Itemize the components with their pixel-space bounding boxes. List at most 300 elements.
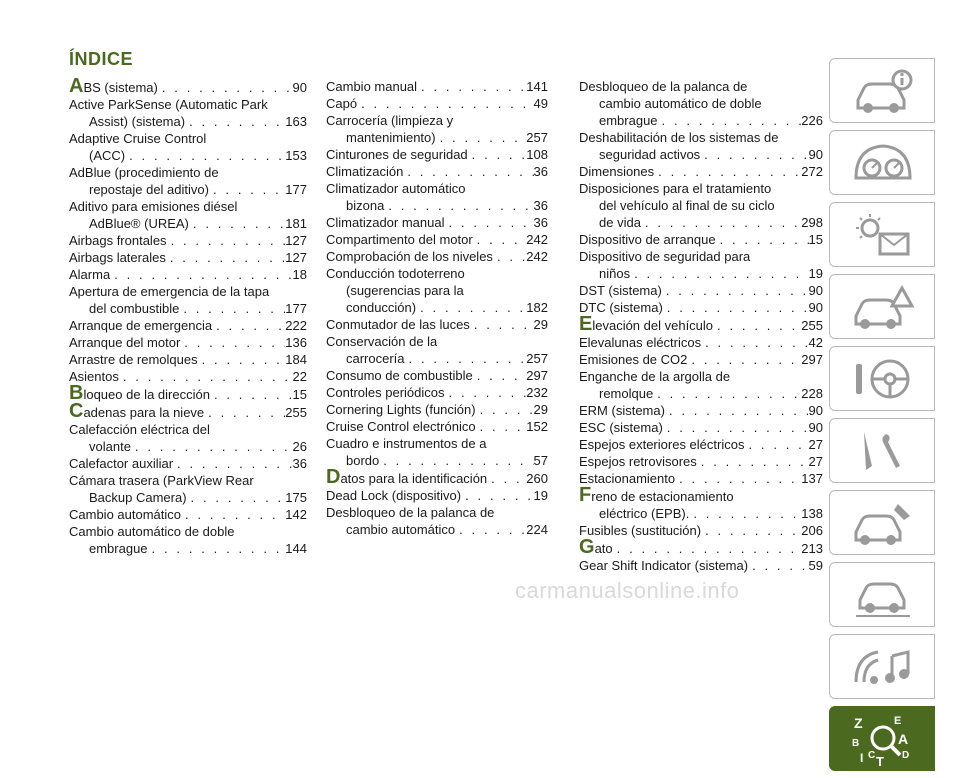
page-number: 90 bbox=[808, 403, 823, 418]
index-entry[interactable] bbox=[326, 384, 548, 401]
page-number: 42 bbox=[808, 335, 823, 350]
dot-leader bbox=[658, 112, 802, 129]
dot-leader bbox=[357, 95, 533, 112]
index-entry[interactable] bbox=[326, 299, 548, 316]
index-entry-line: Aditivo para emisiones diésel bbox=[69, 199, 238, 214]
index-entry-line: Carrocería (limpieza y bbox=[326, 113, 454, 128]
page-number: 177 bbox=[285, 182, 307, 197]
entry-text: Cambio manual bbox=[326, 79, 418, 94]
index-entry[interactable] bbox=[69, 382, 307, 404]
index-entry[interactable] bbox=[69, 249, 307, 266]
entry-text: Asientos bbox=[69, 369, 119, 384]
index-entry[interactable] bbox=[69, 351, 307, 368]
dot-leader bbox=[436, 129, 527, 146]
entry-term bbox=[89, 147, 125, 164]
entry-text: adenas para la nieve bbox=[83, 405, 205, 420]
entry-text: ERM (sistema) bbox=[579, 403, 665, 418]
page-number: 184 bbox=[285, 352, 307, 367]
page-number: 90 bbox=[292, 80, 307, 95]
index-entry[interactable] bbox=[69, 400, 307, 422]
section-letter: B bbox=[69, 382, 84, 404]
dot-leader bbox=[689, 505, 801, 522]
entry-text: Elevalunas eléctricos bbox=[579, 335, 702, 350]
entry-text: mantenimiento) bbox=[346, 130, 436, 145]
entry-text: del combustible bbox=[89, 301, 180, 316]
tab-emergency-tools[interactable] bbox=[829, 418, 935, 483]
index-entry[interactable] bbox=[579, 484, 823, 506]
entry-text: Cambio automático bbox=[69, 507, 181, 522]
index-entry[interactable] bbox=[69, 506, 307, 523]
entry-term bbox=[326, 401, 476, 418]
index-entry[interactable] bbox=[326, 401, 548, 418]
page-number: 27 bbox=[808, 437, 823, 452]
tab-steering[interactable] bbox=[829, 346, 935, 411]
dot-leader bbox=[487, 470, 526, 487]
dot-leader bbox=[187, 489, 286, 506]
entry-term bbox=[579, 484, 734, 506]
index-entry[interactable] bbox=[69, 266, 307, 283]
entry-term bbox=[89, 181, 209, 198]
index-entry[interactable] bbox=[326, 78, 548, 95]
dot-leader bbox=[379, 452, 533, 469]
dot-leader bbox=[180, 334, 285, 351]
entry-term bbox=[326, 248, 493, 265]
dot-leader bbox=[461, 487, 533, 504]
dot-leader bbox=[641, 214, 801, 231]
page-number: 29 bbox=[533, 402, 548, 417]
index-letter: T bbox=[876, 754, 884, 766]
index-entry[interactable] bbox=[579, 536, 823, 558]
index-entry[interactable] bbox=[579, 282, 823, 299]
entry-text: reno de estacionamiento bbox=[591, 489, 734, 504]
entry-term bbox=[579, 419, 663, 436]
entry-text: Comprobación de los niveles bbox=[326, 249, 493, 264]
entry-text: niños bbox=[599, 266, 631, 281]
entry-term bbox=[346, 452, 379, 469]
entry-text: carrocería bbox=[346, 351, 405, 366]
index-entry[interactable] bbox=[326, 418, 548, 435]
page-number: 182 bbox=[526, 300, 548, 315]
index-entry-line: Dispositivo de seguridad para bbox=[579, 249, 751, 264]
page-number: 59 bbox=[808, 558, 823, 573]
entry-text: Capó bbox=[326, 96, 358, 111]
index-entry-line: Desbloqueo de la palanca de bbox=[326, 505, 495, 520]
entry-text: repostaje del aditivo) bbox=[89, 182, 209, 197]
index-entry[interactable] bbox=[579, 334, 823, 351]
entry-term bbox=[579, 470, 675, 487]
index-entry-line: AdBlue (procedimiento de bbox=[69, 165, 219, 180]
entry-text: BS (sistema) bbox=[83, 80, 158, 95]
entry-text: (ACC) bbox=[89, 148, 126, 163]
entry-term bbox=[89, 300, 179, 317]
index-entry[interactable] bbox=[326, 367, 548, 384]
page-number: 18 bbox=[292, 267, 307, 282]
tab-dashboard[interactable] bbox=[829, 130, 935, 195]
entry-term bbox=[599, 112, 658, 129]
index-entry[interactable] bbox=[326, 452, 548, 469]
index-entry-line: Desbloqueo de la palanca de bbox=[579, 79, 748, 94]
entry-term bbox=[599, 146, 700, 163]
index-entry[interactable] bbox=[579, 112, 823, 129]
entry-term bbox=[579, 557, 748, 574]
dot-leader bbox=[110, 266, 292, 283]
emergency-tools-icon bbox=[850, 426, 916, 476]
entry-text: Assist) (sistema) bbox=[89, 114, 186, 129]
dot-leader bbox=[212, 317, 285, 334]
dot-leader bbox=[662, 282, 809, 299]
dot-leader bbox=[405, 350, 527, 367]
page-number: 36 bbox=[533, 215, 548, 230]
index-entry[interactable] bbox=[579, 402, 823, 419]
entry-text: Espejos retrovisores bbox=[579, 454, 697, 469]
index-entry[interactable] bbox=[579, 557, 823, 574]
entry-term bbox=[599, 214, 641, 231]
entry-term bbox=[69, 382, 210, 404]
index-entry[interactable] bbox=[579, 470, 823, 487]
dot-leader bbox=[675, 470, 801, 487]
page-number: 175 bbox=[285, 490, 307, 505]
entry-term bbox=[579, 163, 654, 180]
index-entry[interactable] bbox=[579, 163, 823, 180]
dot-leader bbox=[473, 367, 527, 384]
index-entry[interactable] bbox=[579, 453, 823, 470]
entry-term bbox=[69, 317, 212, 334]
tab-car-warning[interactable] bbox=[829, 274, 935, 339]
index-entry-line: Cámara trasera (ParkView Rear bbox=[69, 473, 254, 488]
page-number: 163 bbox=[285, 114, 307, 129]
dot-leader bbox=[384, 197, 533, 214]
entry-term bbox=[579, 522, 701, 539]
section-letter: F bbox=[579, 484, 592, 506]
index-entry[interactable] bbox=[326, 214, 548, 231]
index-entry[interactable] bbox=[579, 385, 823, 402]
page-number: 15 bbox=[292, 387, 307, 402]
entry-term bbox=[89, 438, 131, 455]
dot-leader bbox=[209, 181, 285, 198]
page-number: 108 bbox=[526, 147, 548, 162]
chapter-tabs bbox=[829, 58, 937, 778]
tab-multimedia[interactable] bbox=[829, 634, 935, 699]
index-entry-line: (sugerencias para la bbox=[346, 283, 464, 298]
page-number: 255 bbox=[285, 405, 307, 420]
entry-term bbox=[69, 506, 181, 523]
entry-term bbox=[69, 232, 167, 249]
page-number: 257 bbox=[526, 351, 548, 366]
index-entry[interactable] bbox=[69, 438, 307, 455]
index-entry[interactable] bbox=[69, 75, 307, 97]
page-number: 222 bbox=[285, 318, 307, 333]
page-number: 152 bbox=[526, 419, 548, 434]
entry-term bbox=[579, 334, 701, 351]
index-entry[interactable] bbox=[579, 419, 823, 436]
page-number: 224 bbox=[526, 522, 548, 537]
dot-leader bbox=[630, 265, 808, 282]
entry-term bbox=[89, 540, 148, 557]
dot-leader bbox=[470, 316, 534, 333]
entry-text: Climatizador manual bbox=[326, 215, 445, 230]
page-number: 138 bbox=[801, 506, 823, 521]
dot-leader bbox=[204, 404, 285, 421]
index-entry[interactable] bbox=[326, 466, 548, 488]
dot-leader bbox=[663, 299, 809, 316]
page-number: 144 bbox=[285, 541, 307, 556]
index-entry[interactable] bbox=[326, 350, 548, 367]
index-letter: I bbox=[860, 751, 864, 765]
entry-text: Emisiones de CO2 bbox=[579, 352, 688, 367]
entry-text: Dispositivo de arranque bbox=[579, 232, 716, 247]
index-entry[interactable] bbox=[326, 487, 548, 504]
dot-leader bbox=[119, 368, 293, 385]
dot-leader bbox=[713, 317, 801, 334]
index-entry[interactable] bbox=[579, 231, 823, 248]
dot-leader bbox=[653, 385, 801, 402]
tab-car-specs[interactable] bbox=[829, 562, 935, 627]
dot-leader bbox=[613, 540, 802, 557]
tab-alphabetical-index[interactable] bbox=[829, 706, 935, 771]
page-number: 228 bbox=[801, 386, 823, 401]
index-entry[interactable] bbox=[579, 214, 823, 231]
index-entry[interactable] bbox=[326, 231, 548, 248]
entry-term bbox=[69, 455, 173, 472]
entry-term bbox=[69, 351, 198, 368]
entry-term bbox=[89, 215, 189, 232]
entry-text: Arranque de emergencia bbox=[69, 318, 213, 333]
page-number: 298 bbox=[801, 215, 823, 230]
entry-term bbox=[326, 487, 461, 504]
entry-term bbox=[326, 316, 470, 333]
entry-term bbox=[326, 418, 476, 435]
index-entry[interactable] bbox=[69, 334, 307, 351]
entry-term bbox=[326, 214, 445, 231]
entry-term bbox=[69, 249, 166, 266]
entry-text: DST (sistema) bbox=[579, 283, 662, 298]
car-info-icon bbox=[850, 66, 916, 116]
tab-car-light-mail[interactable] bbox=[829, 202, 935, 267]
page-title: ÍNDICE bbox=[69, 49, 134, 69]
dot-leader bbox=[189, 215, 285, 232]
entry-term bbox=[326, 384, 445, 401]
index-entry[interactable] bbox=[69, 113, 307, 130]
page-number: 255 bbox=[801, 318, 823, 333]
index-entry[interactable] bbox=[326, 197, 548, 214]
entry-text: remolque bbox=[599, 386, 654, 401]
entry-text: Conmutador de las luces bbox=[326, 317, 470, 332]
page-number: 26 bbox=[292, 439, 307, 454]
entry-term bbox=[579, 402, 665, 419]
dot-leader bbox=[700, 146, 808, 163]
entry-text: de vida bbox=[599, 215, 641, 230]
entry-text: levación del vehículo bbox=[592, 318, 714, 333]
dot-leader bbox=[455, 521, 526, 538]
entry-text: ESC (sistema) bbox=[579, 420, 663, 435]
entry-text: Arranque del motor bbox=[69, 335, 181, 350]
index-column-1 bbox=[69, 75, 307, 557]
page-number: 297 bbox=[801, 352, 823, 367]
dot-leader bbox=[687, 351, 801, 368]
entry-term bbox=[346, 197, 384, 214]
entry-text: Cornering Lights (función) bbox=[326, 402, 476, 417]
page-number: 27 bbox=[808, 454, 823, 469]
page-number: 153 bbox=[285, 148, 307, 163]
page-number: 19 bbox=[533, 488, 548, 503]
index-entry[interactable] bbox=[69, 368, 307, 385]
index-entry[interactable] bbox=[326, 146, 548, 163]
dot-leader bbox=[663, 419, 809, 436]
dot-leader bbox=[716, 231, 809, 248]
page-number: 22 bbox=[292, 369, 307, 384]
entry-text: eléctrico (EPB). bbox=[599, 506, 690, 521]
dot-leader bbox=[493, 248, 526, 265]
entry-term bbox=[579, 536, 613, 558]
dot-leader bbox=[697, 453, 809, 470]
page-number: 127 bbox=[285, 233, 307, 248]
entry-text: Climatización bbox=[326, 164, 404, 179]
entry-text: Dimensiones bbox=[579, 164, 655, 179]
steering-wheel-icon bbox=[850, 354, 916, 404]
index-entry-line: Calefacción eléctrica del bbox=[69, 422, 210, 437]
index-entry-line: cambio automático de doble bbox=[599, 96, 762, 111]
page-number: 29 bbox=[533, 317, 548, 332]
index-letter: Z bbox=[854, 715, 863, 731]
index-letter: D bbox=[902, 750, 910, 761]
index-entry[interactable] bbox=[69, 215, 307, 232]
index-entry[interactable] bbox=[579, 313, 823, 335]
page-number: 15 bbox=[808, 232, 823, 247]
index-entry[interactable] bbox=[579, 265, 823, 282]
page-number: 232 bbox=[526, 385, 548, 400]
page-number: 36 bbox=[292, 456, 307, 471]
index-entry[interactable] bbox=[69, 317, 307, 334]
index-letter: A bbox=[898, 731, 909, 747]
entry-term bbox=[346, 129, 436, 146]
entry-text: cambio automático bbox=[346, 522, 456, 537]
index-entry[interactable] bbox=[69, 455, 307, 472]
index-entry[interactable] bbox=[326, 316, 548, 333]
entry-term bbox=[326, 163, 403, 180]
entry-term bbox=[69, 266, 110, 283]
dot-leader bbox=[181, 506, 285, 523]
index-entry[interactable] bbox=[69, 300, 307, 317]
index-entry[interactable] bbox=[326, 521, 548, 538]
dot-leader bbox=[654, 163, 801, 180]
page-number: 141 bbox=[526, 79, 548, 94]
index-entry[interactable] bbox=[326, 248, 548, 265]
car-specs-icon bbox=[850, 570, 916, 620]
entry-term bbox=[326, 231, 473, 248]
dot-leader bbox=[185, 113, 285, 130]
entry-text: Gear Shift Indicator (sistema) bbox=[579, 558, 749, 573]
index-entry[interactable] bbox=[579, 299, 823, 316]
index-entry-line: Deshabilitación de los sistemas de bbox=[579, 130, 779, 145]
dot-leader bbox=[417, 78, 526, 95]
section-letter: D bbox=[326, 466, 341, 488]
index-entry-line: Cambio automático de doble bbox=[69, 524, 235, 539]
page-number: 242 bbox=[526, 232, 548, 247]
entry-text: Controles periódicos bbox=[326, 385, 445, 400]
entry-text: Dead Lock (dispositivo) bbox=[326, 488, 462, 503]
entry-text: bizona bbox=[346, 198, 385, 213]
car-maintenance-icon bbox=[850, 498, 916, 548]
entry-text: embrague bbox=[89, 541, 148, 556]
entry-term bbox=[346, 299, 416, 316]
page-number: 260 bbox=[526, 471, 548, 486]
page-number: 36 bbox=[533, 198, 548, 213]
entry-text: Airbags laterales bbox=[69, 250, 166, 265]
entry-term bbox=[89, 113, 185, 130]
entry-term bbox=[579, 313, 714, 335]
entry-term bbox=[69, 400, 205, 422]
index-entry[interactable] bbox=[69, 147, 307, 164]
page-number: 226 bbox=[801, 113, 823, 128]
entry-text: Cinturones de seguridad bbox=[326, 147, 468, 162]
page-number: 206 bbox=[801, 523, 823, 538]
index-entry[interactable] bbox=[579, 522, 823, 539]
page-number: 242 bbox=[526, 249, 548, 264]
index-entry[interactable] bbox=[69, 489, 307, 506]
tab-car-maintenance[interactable] bbox=[829, 490, 935, 555]
page-number: 49 bbox=[533, 96, 548, 111]
entry-term bbox=[579, 453, 697, 470]
alphabetical-index-icon bbox=[850, 714, 916, 766]
index-entry[interactable] bbox=[326, 163, 548, 180]
index-entry[interactable] bbox=[579, 351, 823, 368]
page-number: 36 bbox=[533, 164, 548, 179]
section-letter: E bbox=[579, 313, 593, 335]
index-letter: B bbox=[852, 738, 860, 749]
car-light-mail-icon bbox=[850, 210, 916, 260]
dot-leader bbox=[210, 386, 293, 403]
entry-text: seguridad activos bbox=[599, 147, 701, 162]
index-entry[interactable] bbox=[579, 146, 823, 163]
index-entry[interactable] bbox=[579, 436, 823, 453]
index-entry[interactable] bbox=[579, 505, 823, 522]
entry-text: Estacionamiento bbox=[579, 471, 676, 486]
entry-text: atos para la identificación bbox=[340, 471, 488, 486]
multimedia-icon bbox=[850, 642, 916, 692]
page-number: 257 bbox=[526, 130, 548, 145]
entry-term bbox=[346, 521, 455, 538]
dot-leader bbox=[179, 300, 285, 317]
entry-text: Espejos exteriores eléctricos bbox=[579, 437, 745, 452]
page-number: 90 bbox=[808, 283, 823, 298]
index-entry[interactable] bbox=[69, 181, 307, 198]
index-entry-line: Cuadro e instrumentos de a bbox=[326, 436, 487, 451]
index-entry-line: Conservación de la bbox=[326, 334, 438, 349]
entry-text: Fusibles (sustitución) bbox=[579, 523, 702, 538]
dot-leader bbox=[468, 146, 527, 163]
dot-leader bbox=[416, 299, 526, 316]
entry-text: Compartimento del motor bbox=[326, 232, 473, 247]
index-entry[interactable] bbox=[326, 95, 548, 112]
index-letter: C bbox=[868, 750, 876, 761]
entry-term bbox=[599, 385, 653, 402]
entry-text: embrague bbox=[599, 113, 658, 128]
entry-term bbox=[69, 75, 158, 97]
dot-leader bbox=[125, 147, 285, 164]
entry-term bbox=[326, 367, 473, 384]
entry-text: bordo bbox=[346, 453, 380, 468]
entry-text: Backup Camera) bbox=[89, 490, 187, 505]
index-entry[interactable] bbox=[69, 232, 307, 249]
entry-text: Airbags frontales bbox=[69, 233, 167, 248]
index-entry[interactable] bbox=[69, 540, 307, 557]
entry-text: Arrastre de remolques bbox=[69, 352, 198, 367]
tab-car-info[interactable] bbox=[829, 58, 935, 123]
index-entry[interactable] bbox=[326, 129, 548, 146]
dot-leader bbox=[744, 436, 808, 453]
page-number: 127 bbox=[285, 250, 307, 265]
dot-leader bbox=[166, 249, 285, 266]
